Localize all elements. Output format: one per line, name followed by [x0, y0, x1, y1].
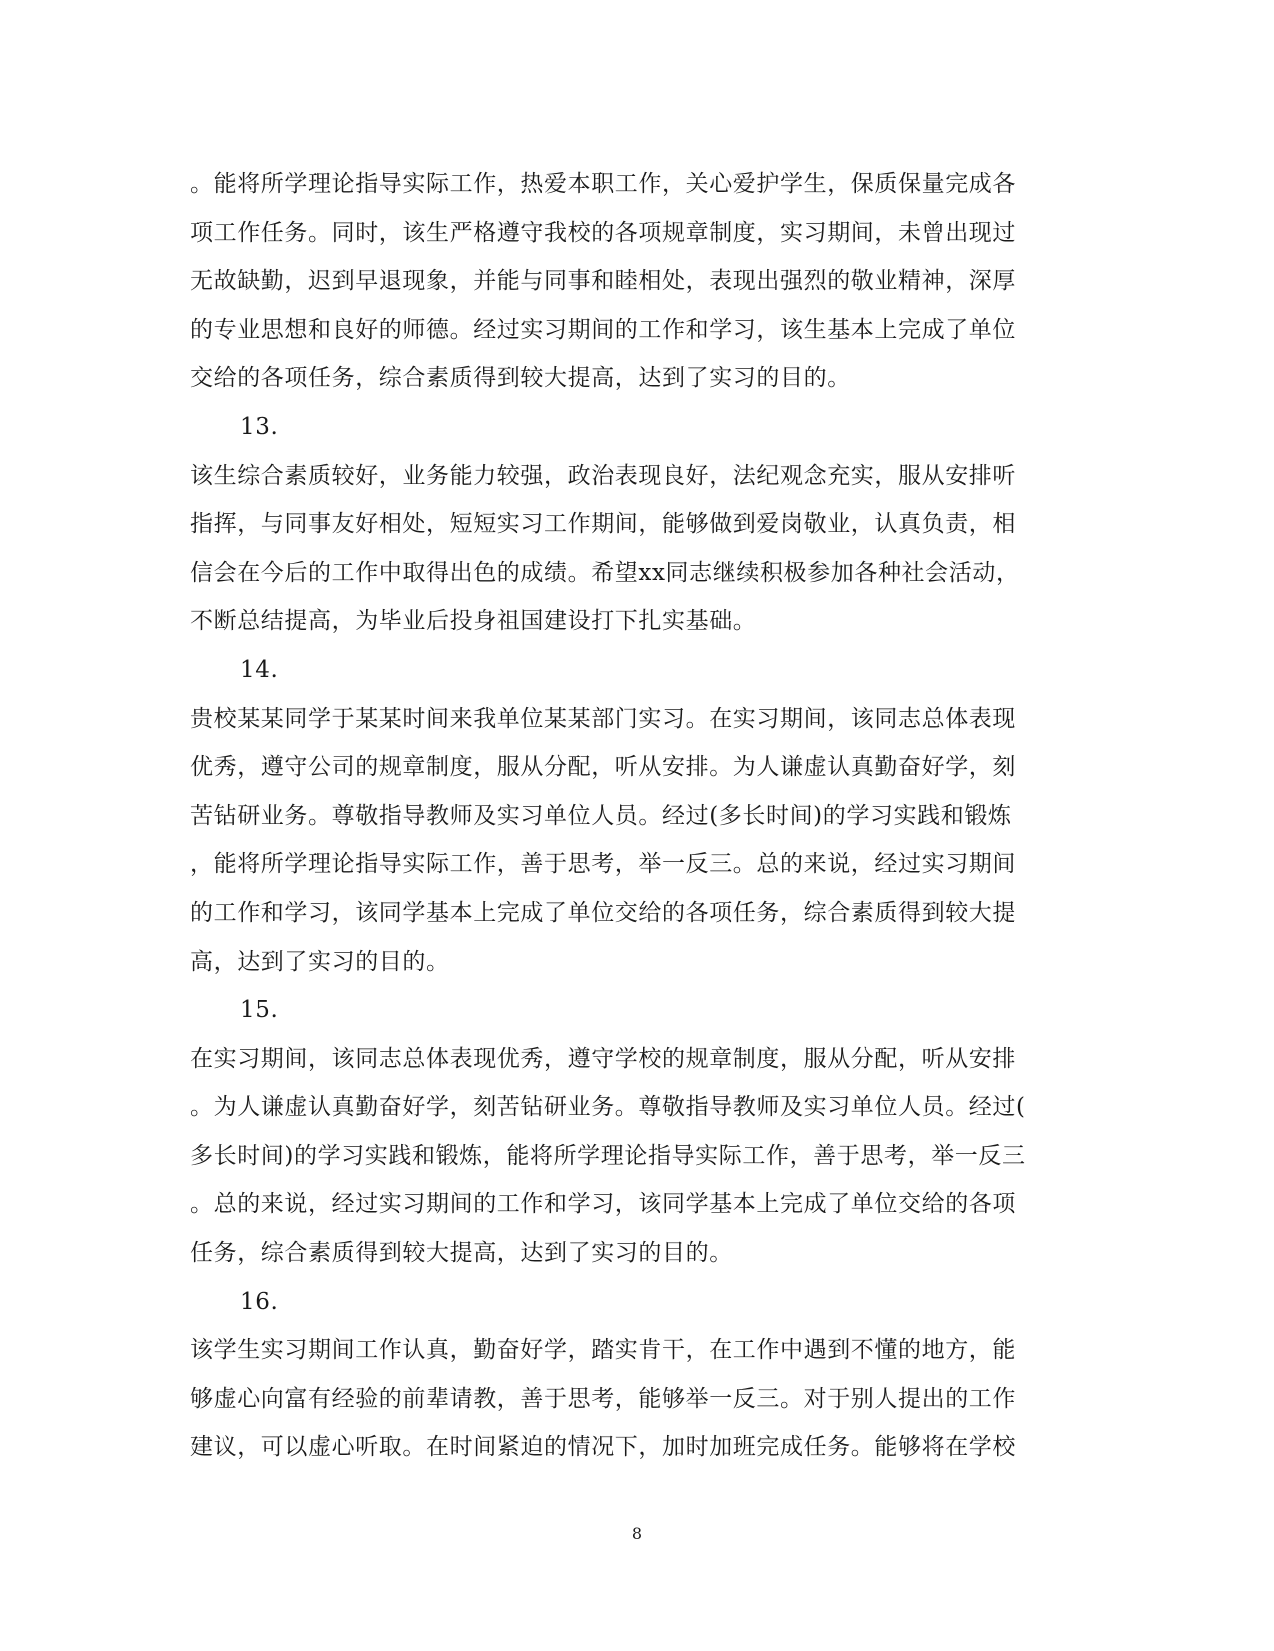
paragraph-line: 建议，可以虚心听取。在时间紧迫的情况下，加时加班完成任务。能够将在学校 — [190, 1434, 1016, 1461]
paragraph-line: 在实习期间，该同志总体表现优秀，遵守学校的规章制度，服从分配，听从安排 — [190, 1045, 1016, 1072]
paragraph — [190, 1326, 1080, 1472]
section-number-text: 16. — [240, 1288, 279, 1315]
paragraph — [190, 452, 1080, 646]
section-number-text: 14. — [240, 656, 279, 683]
document-body — [190, 160, 1080, 1472]
paragraph-line: 无故缺勤，迟到早退现象，并能与同事和睦相处，表现出强烈的敬业精神，深厚 — [190, 268, 1016, 295]
paragraph-line: 多长时间)的学习实践和锻炼，能将所学理论指导实际工作，善于思考，举一反三 — [190, 1142, 1026, 1169]
paragraph — [190, 1035, 1080, 1278]
paragraph-line: 信会在今后的工作中取得出色的成绩。希望xx同志继续积极参加各种社会活动， — [190, 559, 1020, 586]
paragraph-line: 交给的各项任务，综合素质得到较大提高，达到了实习的目的。 — [190, 365, 851, 392]
paragraph-line: 贵校某某同学于某某时间来我单位某某部门实习。在实习期间，该同志总体表现 — [190, 705, 1016, 732]
paragraph-line: 该学生实习期间工作认真，勤奋好学，踏实肯干，在工作中遇到不懂的地方，能 — [190, 1337, 1016, 1364]
paragraph — [190, 695, 1080, 987]
paragraph-line: 指挥，与同事友好相处，短短实习工作期间，能够做到爱岗敬业，认真负责，相 — [190, 511, 1016, 538]
paragraph-line: 够虚心向富有经验的前辈请教，善于思考，能够举一反三。对于别人提出的工作 — [190, 1385, 1016, 1412]
section-number-text: 13. — [240, 413, 279, 440]
paragraph-line: 苦钻研业务。尊敬指导教师及实习单位人员。经过(多长时间)的学习实践和锻炼 — [190, 802, 1012, 829]
paragraph-line: 高，达到了实习的目的。 — [190, 948, 450, 975]
paragraph-line: 的工作和学习，该同学基本上完成了单位交给的各项任务，综合素质得到较大提 — [190, 899, 1016, 926]
paragraph-line: 。总的来说，经过实习期间的工作和学习，该同学基本上完成了单位交给的各项 — [190, 1191, 1016, 1218]
section-number — [190, 986, 1080, 1035]
paragraph-line: 该生综合素质较好，业务能力较强，政治表现良好，法纪观念充实，服从安排听 — [190, 462, 1016, 489]
paragraph-line: 项工作任务。同时，该生严格遵守我校的各项规章制度，实习期间，未曾出现过 — [190, 219, 1016, 246]
section-number — [190, 403, 1080, 452]
section-number-text: 15. — [240, 997, 279, 1024]
paragraph-line: ，能将所学理论指导实际工作，善于思考，举一反三。总的来说，经过实习期间 — [190, 851, 1016, 878]
paragraph-line: 不断总结提高，为毕业后投身祖国建设打下扎实基础。 — [190, 608, 757, 635]
paragraph-line: 。能将所学理论指导实际工作，热爱本职工作，关心爱护学生，保质保量完成各 — [190, 171, 1016, 197]
paragraph — [190, 160, 1080, 403]
page-number: 8 — [631, 1524, 643, 1543]
paragraph-line: 。为人谦虚认真勤奋好学，刻苦钻研业务。尊敬指导教师及实习单位人员。经过( — [190, 1094, 1026, 1121]
section-number — [190, 1278, 1080, 1327]
section-number — [190, 646, 1080, 695]
paragraph-line: 的专业思想和良好的师德。经过实习期间的工作和学习，该生基本上完成了单位 — [190, 316, 1016, 343]
paragraph-line: 优秀，遵守公司的规章制度，服从分配，听从安排。为人谦虚认真勤奋好学，刻 — [190, 754, 1016, 781]
paragraph-line: 任务，综合素质得到较大提高，达到了实习的目的。 — [190, 1240, 733, 1267]
